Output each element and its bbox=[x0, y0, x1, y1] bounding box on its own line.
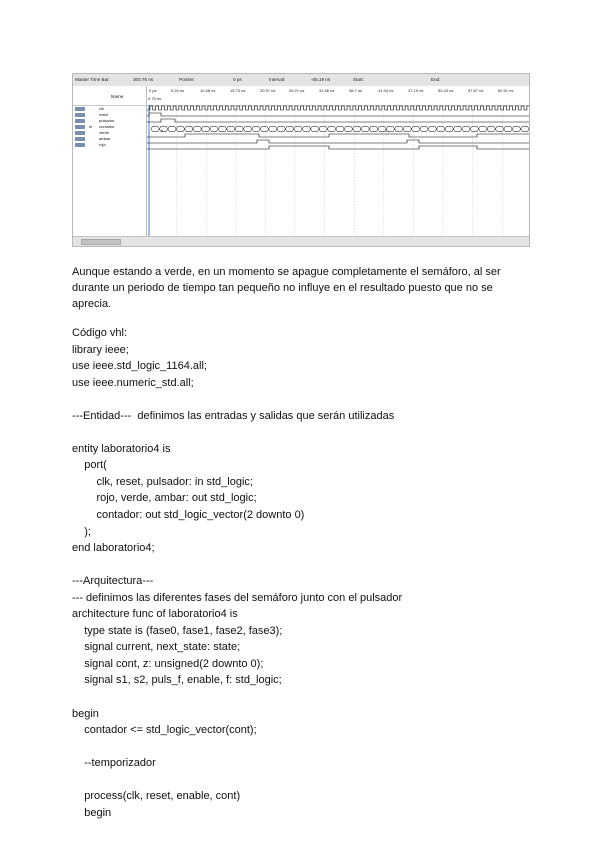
horizontal-scrollbar[interactable] bbox=[73, 236, 529, 246]
code-line: --- definimos las diferentes fases del semáforo junto con el pulsador bbox=[72, 591, 403, 604]
time-tick-label: 57.67 ns bbox=[468, 88, 484, 93]
toolbar-value: 300.75 ns bbox=[133, 77, 154, 82]
code-line: library ieee; bbox=[72, 343, 129, 356]
waveform-pane[interactable] bbox=[147, 86, 529, 236]
vhdl-code-listing bbox=[72, 325, 542, 821]
code-line: signal current, next_state: state; bbox=[72, 641, 241, 654]
input-pin-icon bbox=[75, 107, 85, 111]
toolbar-label: Interval: bbox=[269, 77, 286, 82]
code-line: type state is (fase0, fase1, fase2, fase3); bbox=[72, 624, 283, 637]
output-pin-icon bbox=[75, 131, 85, 135]
waveforms bbox=[147, 105, 529, 236]
signal-prefix: el bbox=[89, 124, 93, 129]
bus-icon bbox=[75, 125, 85, 129]
code-line: process(clk, reset, enable, cont) bbox=[72, 790, 241, 803]
bus-value-label: 0 bbox=[385, 129, 387, 133]
code-line: ---Arquitectura--- bbox=[72, 575, 154, 588]
code-line: end laboratorio4; bbox=[72, 542, 155, 555]
code-line: use ieee.numeric_std.all; bbox=[72, 376, 194, 389]
toolbar-value: 0 ps bbox=[233, 77, 242, 82]
cursor-time-label: 0.75 ns bbox=[148, 96, 162, 101]
time-tick-label: 36.7 ns bbox=[349, 88, 363, 93]
signal-name: contador bbox=[99, 124, 115, 129]
verde-waveform bbox=[147, 134, 529, 137]
code-line: ---Entidad--- definimos las entradas y salidas que serán utilizadas bbox=[72, 409, 395, 422]
code-line bbox=[72, 739, 542, 756]
time-tick-label: 62.91 ns bbox=[498, 88, 514, 93]
name-column-header: Name bbox=[111, 94, 124, 99]
toolbar-label: Pointer: bbox=[179, 77, 195, 82]
code-line: clk, reset, pulsador: in std_logic; bbox=[72, 475, 253, 488]
signal-name: reset bbox=[99, 112, 108, 117]
signal-name: pulsador bbox=[99, 118, 115, 123]
pulsador-waveform bbox=[147, 119, 529, 122]
code-line bbox=[72, 424, 542, 441]
time-tick-label: 47.19 ns bbox=[408, 88, 424, 93]
code-line: architecture func of laboratorio4 is bbox=[72, 608, 238, 621]
output-pin-icon bbox=[75, 137, 85, 141]
signal-name: ambar bbox=[99, 136, 111, 141]
time-tick-label: 10.48 ns bbox=[200, 88, 216, 93]
code-line bbox=[72, 557, 542, 574]
code-line: rojo, verde, ambar: out std_logic; bbox=[72, 492, 257, 505]
ambar-waveform bbox=[147, 140, 529, 143]
code-line: entity laboratorio4 is bbox=[72, 442, 171, 455]
signal-name-pane bbox=[73, 86, 147, 236]
code-line bbox=[72, 689, 542, 706]
code-line: ); bbox=[72, 525, 91, 538]
code-line: signal s1, s2, puls_f, enable, f: std_logic; bbox=[72, 674, 282, 687]
time-tick-label: 41.94 ns bbox=[378, 88, 394, 93]
toolbar-label: End: bbox=[431, 77, 441, 82]
code-line: --temporizador bbox=[72, 757, 156, 770]
contador-bus-waveform bbox=[151, 127, 529, 132]
time-scale bbox=[147, 86, 529, 106]
signal-name: verde bbox=[99, 130, 110, 135]
bus-value-label: 0 bbox=[161, 129, 163, 133]
time-tick-label: 26.21 ns bbox=[289, 88, 305, 93]
code-line bbox=[72, 391, 542, 408]
input-pin-icon bbox=[75, 113, 85, 117]
code-line: begin bbox=[72, 707, 99, 720]
code-line: signal cont, z: unsigned(2 downto 0); bbox=[72, 657, 264, 670]
toolbar-label: Master Time Bar: bbox=[75, 77, 110, 82]
code-line: port( bbox=[72, 459, 107, 472]
clk-waveform bbox=[147, 106, 529, 110]
signal-name: rojo bbox=[99, 142, 106, 147]
time-tick-label: 15.73 ns bbox=[230, 88, 246, 93]
input-pin-icon bbox=[75, 119, 85, 123]
reset-waveform bbox=[147, 113, 529, 116]
signal-name: clk bbox=[99, 106, 104, 111]
code-line: contador: out std_logic_vector(2 downto 0) bbox=[72, 509, 305, 522]
toolbar-value: -65.19 ns bbox=[311, 77, 331, 82]
output-pin-icon bbox=[75, 143, 85, 147]
time-tick-label: 5.24 ns bbox=[171, 88, 185, 93]
explanation-paragraph: Aunque estando a verde, en un momento se apague completamente el semáforo, al ser durante un periodo de tiempo tan pequeño no influye en el resultado puesto que no se aprecia. bbox=[72, 266, 501, 310]
time-tick-label: 52.43 ns bbox=[438, 88, 454, 93]
code-line: Código vhl: bbox=[72, 327, 128, 339]
time-tick-label: 31.46 ns bbox=[319, 88, 335, 93]
code-line: begin bbox=[72, 806, 112, 819]
rojo-waveform bbox=[147, 146, 529, 149]
time-gridlines bbox=[177, 105, 503, 236]
waveform-simulator-screenshot bbox=[72, 73, 530, 247]
signal-row[interactable] bbox=[73, 142, 146, 148]
scrollbar-thumb[interactable] bbox=[81, 239, 121, 245]
code-line: contador <= std_logic_vector(cont); bbox=[72, 724, 257, 737]
code-line bbox=[72, 772, 542, 789]
time-tick-label: 0 ps bbox=[149, 88, 157, 93]
code-line: use ieee.std_logic_1164.all; bbox=[72, 360, 207, 373]
toolbar-label: Start: bbox=[353, 77, 364, 82]
time-tick-label: 20.97 ns bbox=[260, 88, 276, 93]
